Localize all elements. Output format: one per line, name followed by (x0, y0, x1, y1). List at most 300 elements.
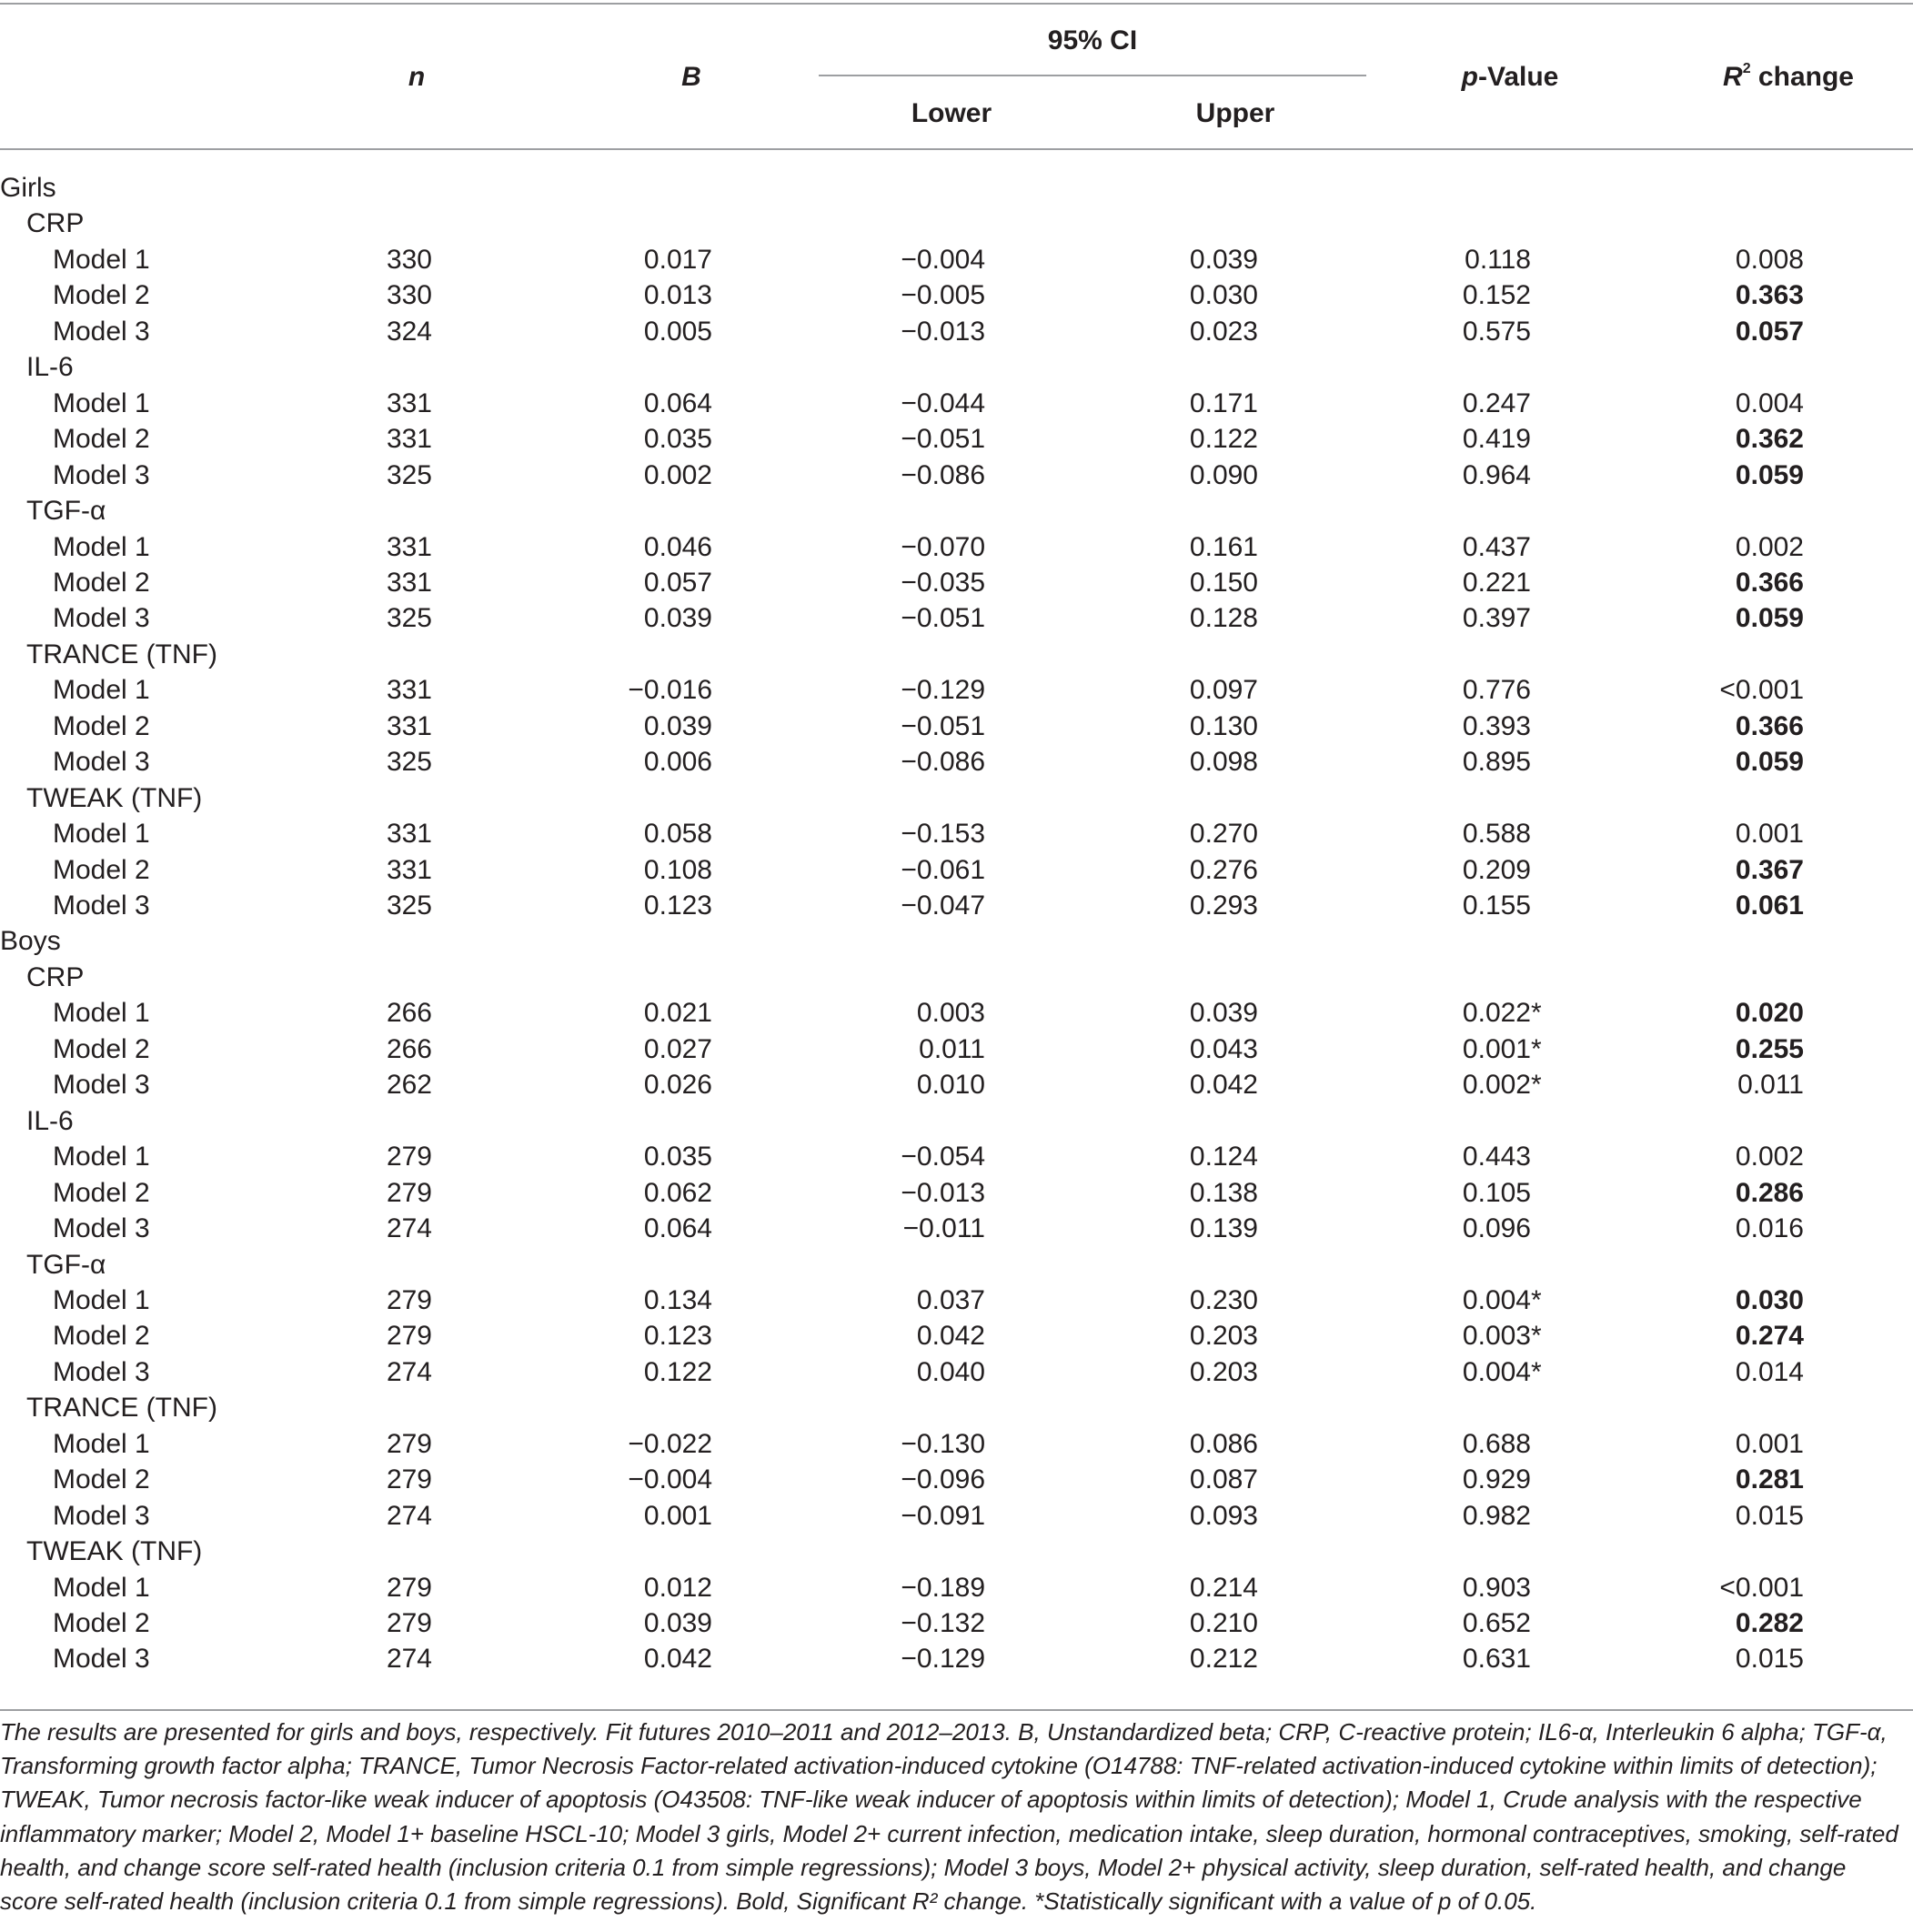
cell-r2-change: <0.001 (1719, 1572, 1804, 1603)
cell-n: 325 (386, 459, 432, 490)
table-row (0, 711, 1913, 748)
cell-ci-lower: −0.153 (901, 819, 985, 850)
cell-n: 331 (386, 675, 432, 706)
cell-ci-lower: −0.130 (901, 1428, 985, 1459)
cell-r2-change: 0.001 (1735, 1428, 1804, 1459)
header-b: B (681, 62, 701, 92)
cell-ci-lower: −0.013 (901, 1177, 985, 1208)
cell-p-value (1463, 603, 1531, 634)
table-bottom-rule (0, 1709, 1913, 1711)
cell-n: 279 (386, 1428, 432, 1459)
table-row (0, 1429, 1913, 1465)
cell-ci-upper: 0.097 (1189, 675, 1258, 706)
table-row (0, 1573, 1913, 1609)
model-label: Model 1 (53, 1572, 150, 1603)
cell-n: 274 (386, 1213, 432, 1244)
model-label: Model 2 (53, 1033, 150, 1064)
cell-ci-lower: −0.005 (901, 280, 985, 311)
p-value-number: 0.419 (1462, 424, 1531, 455)
model-label: Model 1 (53, 387, 150, 418)
table-row (0, 1178, 1913, 1214)
cell-p-value (1463, 424, 1531, 455)
cell-b: 0.046 (643, 531, 712, 562)
cell-ci-lower: 0.011 (919, 1033, 985, 1064)
marker-label: TWEAK (TNF) (26, 1536, 203, 1567)
cell-ci-lower: 0.010 (916, 1070, 985, 1101)
p-value-number: 0.002 (1462, 1070, 1531, 1101)
cell-b: −0.016 (628, 675, 712, 706)
cell-b: 0.005 (643, 316, 712, 347)
p-value-number: 0.982 (1462, 1500, 1531, 1531)
cell-ci-lower: −0.011 (902, 1213, 985, 1244)
cell-r2-change: 0.367 (1735, 854, 1804, 885)
model-label: Model 2 (53, 1608, 150, 1638)
cell-p-value (1463, 855, 1531, 886)
cell-r2-change: 0.002 (1735, 531, 1804, 562)
table-row (0, 1070, 1913, 1106)
cell-r2-change: 0.008 (1735, 244, 1804, 275)
p-value-number: 0.929 (1462, 1464, 1531, 1495)
table-row (0, 568, 1913, 604)
cell-r2-change: 0.020 (1735, 998, 1804, 1029)
model-label: Model 2 (53, 1321, 150, 1352)
group-label: Boys (0, 926, 61, 957)
cell-n: 331 (386, 531, 432, 562)
p-value-number: 0.588 (1462, 819, 1531, 850)
model-label: Model 2 (53, 567, 150, 598)
p-value-number: 0.443 (1462, 1142, 1531, 1172)
group-label: Girls (0, 173, 56, 203)
cell-b: 0.122 (643, 1356, 712, 1387)
cell-p-value (1463, 1142, 1531, 1172)
cell-p-value: 0.004* (1462, 1356, 1542, 1387)
marker-label: CRP (26, 208, 85, 239)
cell-p-value (1463, 747, 1531, 778)
cell-ci-lower: −0.051 (901, 424, 985, 455)
cell-r2-change: 0.059 (1735, 603, 1804, 634)
cell-b: 0.039 (643, 603, 712, 634)
cell-p-value (1463, 891, 1531, 921)
model-label: Model 3 (53, 1644, 150, 1675)
model-label: Model 3 (53, 891, 150, 921)
cell-p-value (1463, 819, 1531, 850)
cell-ci-upper: 0.086 (1189, 1428, 1258, 1459)
cell-r2-change: 0.274 (1735, 1321, 1804, 1352)
table-row (0, 317, 1913, 353)
cell-p-value: 0.001* (1462, 1033, 1542, 1064)
cell-r2-change: 0.001 (1735, 819, 1804, 850)
p-value-number: 0.397 (1462, 603, 1531, 634)
cell-b: 0.012 (643, 1572, 712, 1603)
cell-ci-lower: −0.054 (901, 1142, 985, 1172)
marker-row (0, 962, 1913, 999)
cell-n: 279 (386, 1142, 432, 1172)
table-row (0, 245, 1913, 281)
cell-ci-lower: −0.086 (901, 459, 985, 490)
cell-n: 279 (386, 1321, 432, 1352)
cell-r2-change: 0.015 (1735, 1644, 1804, 1675)
cell-r2-change: 0.004 (1735, 387, 1804, 418)
cell-ci-lower: 0.003 (916, 998, 985, 1029)
cell-p-value (1463, 568, 1531, 599)
p-value-number: 0.001 (1462, 1033, 1531, 1064)
cell-b: 0.108 (643, 854, 712, 885)
cell-ci-upper: 0.161 (1189, 531, 1258, 562)
marker-row (0, 352, 1913, 388)
table-row (0, 675, 1913, 711)
cell-ci-lower: −0.096 (901, 1464, 985, 1495)
p-value-number: 0.437 (1462, 531, 1531, 562)
cell-n: 279 (386, 1464, 432, 1495)
cell-ci-upper: 0.093 (1189, 1500, 1258, 1531)
table-row (0, 819, 1913, 855)
cell-ci-upper: 0.171 (1189, 387, 1258, 418)
cell-n: 325 (386, 603, 432, 634)
model-label: Model 1 (53, 1142, 150, 1172)
table-row (0, 1644, 1913, 1680)
model-label: Model 2 (53, 280, 150, 311)
header-n: n (408, 62, 426, 92)
model-label: Model 1 (53, 675, 150, 706)
cell-ci-lower: 0.037 (916, 1284, 985, 1315)
cell-p-value (1463, 1573, 1531, 1604)
cell-r2-change: 0.286 (1735, 1177, 1804, 1208)
cell-ci-upper: 0.139 (1189, 1213, 1258, 1244)
cell-b: −0.004 (628, 1464, 712, 1495)
model-label: Model 3 (53, 1500, 150, 1531)
table-row (0, 1142, 1913, 1178)
cell-r2-change: 0.282 (1735, 1608, 1804, 1638)
marker-row (0, 1393, 1913, 1429)
cell-ci-upper: 0.214 (1189, 1572, 1258, 1603)
cell-p-value (1463, 460, 1531, 491)
cell-b: 0.013 (643, 280, 712, 311)
model-label: Model 3 (53, 459, 150, 490)
cell-ci-upper: 0.138 (1189, 1177, 1258, 1208)
cell-n: 330 (386, 244, 432, 275)
marker-label: TGF-α (26, 496, 106, 527)
table-row (0, 424, 1913, 460)
table-row (0, 603, 1913, 639)
cell-r2-change: 0.057 (1735, 316, 1804, 347)
cell-ci-upper: 0.203 (1189, 1321, 1258, 1352)
cell-b: 0.026 (643, 1070, 712, 1101)
cell-p-value (1463, 317, 1531, 347)
cell-r2-change: 0.011 (1737, 1070, 1804, 1101)
cell-n: 331 (386, 854, 432, 885)
cell-ci-upper: 0.023 (1189, 316, 1258, 347)
model-label: Model 3 (53, 1356, 150, 1387)
cell-b: 0.062 (643, 1177, 712, 1208)
model-label: Model 2 (53, 424, 150, 455)
cell-p-value (1463, 1644, 1531, 1675)
cell-n: 274 (386, 1644, 432, 1675)
cell-p-value (1463, 280, 1531, 311)
cell-ci-lower: −0.035 (901, 567, 985, 598)
cell-n: 266 (386, 998, 432, 1029)
cell-r2-change: 0.016 (1735, 1213, 1804, 1244)
cell-ci-upper: 0.043 (1189, 1033, 1258, 1064)
p-value-number: 0.221 (1462, 567, 1531, 598)
cell-r2-change: 0.002 (1735, 1142, 1804, 1172)
cell-ci-upper: 0.212 (1189, 1644, 1258, 1675)
cell-b: 0.123 (643, 891, 712, 921)
cell-ci-upper: 0.087 (1189, 1464, 1258, 1495)
header-r2-change: $R^2$ change (1723, 61, 1854, 92)
model-label: Model 2 (53, 1464, 150, 1495)
p-value-number: 0.631 (1462, 1644, 1531, 1675)
header-ci: 95% CI (1047, 25, 1138, 55)
cell-b: 0.057 (643, 567, 712, 598)
cell-ci-lower: −0.013 (901, 316, 985, 347)
model-label: Model 3 (53, 603, 150, 634)
table-row (0, 1034, 1913, 1071)
table-row (0, 532, 1913, 569)
cell-b: 0.123 (643, 1321, 712, 1352)
cell-ci-upper: 0.042 (1189, 1070, 1258, 1101)
cell-n: 279 (386, 1572, 432, 1603)
cell-p-value (1463, 1213, 1531, 1244)
cell-b: 0.035 (643, 424, 712, 455)
cell-b: 0.021 (643, 998, 712, 1029)
group-row (0, 173, 1913, 209)
cell-r2-change: 0.059 (1735, 459, 1804, 490)
p-value-number: 0.004 (1462, 1356, 1531, 1387)
cell-ci-lower: −0.070 (901, 531, 985, 562)
cell-ci-lower: −0.051 (901, 603, 985, 634)
cell-p-value: 0.003* (1462, 1321, 1542, 1352)
cell-n: 331 (386, 387, 432, 418)
model-label: Model 1 (53, 1428, 150, 1459)
model-label: Model 1 (53, 244, 150, 275)
header-p-value: p-Value (1461, 62, 1559, 92)
cell-ci-lower: 0.040 (916, 1356, 985, 1387)
cell-p-value (1463, 711, 1531, 742)
p-value-number: 0.247 (1462, 387, 1531, 418)
p-value-number: 0.903 (1462, 1572, 1531, 1603)
cell-n: 274 (386, 1500, 432, 1531)
model-label: Model 3 (53, 1070, 150, 1101)
cell-ci-upper: 0.203 (1189, 1356, 1258, 1387)
model-label: Model 1 (53, 819, 150, 850)
table-row (0, 1464, 1913, 1501)
p-value-number: 0.022 (1462, 998, 1531, 1029)
marker-label: TRANCE (TNF) (26, 1393, 217, 1424)
marker-row (0, 1250, 1913, 1286)
model-label: Model 3 (53, 1213, 150, 1244)
table-row (0, 1321, 1913, 1357)
p-value-number: 0.688 (1462, 1428, 1531, 1459)
header-upper: Upper (1195, 98, 1275, 128)
cell-r2-change: 0.366 (1735, 567, 1804, 598)
cell-p-value (1463, 675, 1531, 706)
cell-b: −0.022 (628, 1428, 712, 1459)
cell-ci-lower: −0.047 (901, 891, 985, 921)
cell-p-value: 0.002* (1462, 1070, 1542, 1101)
cell-ci-lower: −0.086 (901, 747, 985, 778)
table-row (0, 1608, 1913, 1645)
cell-ci-lower: −0.051 (901, 710, 985, 741)
marker-label: TWEAK (TNF) (26, 782, 203, 813)
cell-r2-change: 0.030 (1735, 1284, 1804, 1315)
cell-b: 0.001 (643, 1500, 712, 1531)
p-value-number: 0.209 (1462, 854, 1531, 885)
cell-ci-upper: 0.030 (1189, 280, 1258, 311)
table-row (0, 1357, 1913, 1394)
cell-b: 0.064 (643, 387, 712, 418)
p-value-number: 0.004 (1462, 1284, 1531, 1315)
cell-p-value (1463, 1501, 1531, 1532)
table-row (0, 388, 1913, 425)
header-lower: Lower (911, 98, 992, 128)
cell-b: 0.027 (643, 1033, 712, 1064)
cell-n: 274 (386, 1356, 432, 1387)
table-row (0, 1501, 1913, 1537)
group-row (0, 926, 1913, 962)
cell-r2-change: 0.061 (1735, 891, 1804, 921)
model-label: Model 3 (53, 747, 150, 778)
p-value-number: 0.895 (1462, 747, 1531, 778)
cell-r2-change: 0.014 (1735, 1356, 1804, 1387)
table-row (0, 280, 1913, 317)
model-label: Model 1 (53, 531, 150, 562)
marker-label: TGF-α (26, 1249, 106, 1280)
cell-r2-change: <0.001 (1719, 675, 1804, 706)
cell-b: 0.064 (643, 1213, 712, 1244)
p-value-number: 0.152 (1462, 280, 1531, 311)
cell-ci-upper: 0.128 (1189, 603, 1258, 634)
cell-ci-upper: 0.230 (1189, 1284, 1258, 1315)
cell-r2-change: 0.363 (1735, 280, 1804, 311)
cell-ci-lower: −0.004 (901, 244, 985, 275)
model-label: Model 1 (53, 998, 150, 1029)
cell-n: 279 (386, 1284, 432, 1315)
p-value-number: 0.575 (1462, 316, 1531, 347)
cell-n: 331 (386, 710, 432, 741)
table-top-rule (0, 3, 1913, 5)
cell-ci-upper: 0.122 (1189, 424, 1258, 455)
table-row (0, 855, 1913, 891)
ci-underline (819, 75, 1366, 76)
cell-n: 324 (386, 316, 432, 347)
cell-n: 262 (386, 1070, 432, 1101)
cell-ci-upper: 0.039 (1189, 998, 1258, 1029)
table-footnote: The results are presented for girls and boys, respectively. Fit futures 2010–2011 and 2012–2013. B, Unstandardized beta; CRP, C-reactive protein; IL6-α, Interleukin 6 alpha; TGF-α, Transforming growth factor alpha; TRANCE, Tumor Necrosis Factor-related activation-induced cytokine (O14788: TNF-related activation-induced cytokine within limits of detection); TWEAK, Tumor necrosis factor-like weak inducer of apoptosis (O43508: TNF-like weak inducer of apoptosis within limits of detection); Model 1, Crude analysis with the respective inflammatory marker; Model 2, Model 1+ baseline HSCL-10; Model 3 girls, Model 2+ current infection, medication intake, sleep duration, hormonal contraceptives, smoking, self-rated health, and change score self-rated health (inclusion criteria 0.1 from simple regressions); Model 3 boys, Model 2+ physical activity, sleep duration, self-rated health, and change score self-rated health (inclusion criteria 0.1 from simple regressions). Bold, Significant R² change. *Statistically significant with a value of p of 0.05. (0, 1718, 1898, 1916)
cell-b: 0.042 (643, 1644, 712, 1675)
model-label: Model 2 (53, 710, 150, 741)
cell-ci-upper: 0.210 (1189, 1608, 1258, 1638)
cell-r2-change: 0.015 (1735, 1500, 1804, 1531)
cell-n: 325 (386, 891, 432, 921)
p-value-number: 0.652 (1462, 1608, 1531, 1638)
marker-row (0, 496, 1913, 532)
table-row (0, 891, 1913, 927)
cell-ci-lower: −0.061 (901, 854, 985, 885)
model-label: Model 2 (53, 854, 150, 885)
model-label: Model 2 (53, 1177, 150, 1208)
p-value-number: 0.105 (1462, 1177, 1531, 1208)
cell-r2-change: 0.362 (1735, 424, 1804, 455)
marker-row (0, 1536, 1913, 1573)
marker-row (0, 208, 1913, 245)
cell-ci-upper: 0.270 (1189, 819, 1258, 850)
p-value-number: 0.155 (1462, 891, 1531, 921)
cell-p-value (1463, 1178, 1531, 1209)
cell-ci-upper: 0.039 (1189, 244, 1258, 275)
marker-label: TRANCE (TNF) (26, 639, 217, 669)
table-row (0, 1213, 1913, 1250)
marker-label: IL-6 (26, 352, 74, 383)
cell-n: 279 (386, 1177, 432, 1208)
marker-row (0, 639, 1913, 676)
cell-ci-upper: 0.150 (1189, 567, 1258, 598)
cell-p-value: 0.022* (1462, 998, 1542, 1029)
cell-b: 0.017 (643, 244, 712, 275)
cell-p-value (1463, 532, 1531, 563)
cell-n: 330 (386, 280, 432, 311)
p-value-number: 0.003 (1462, 1321, 1531, 1352)
cell-ci-lower: −0.129 (901, 675, 985, 706)
cell-p-value (1465, 245, 1531, 276)
cell-ci-upper: 0.090 (1189, 459, 1258, 490)
cell-ci-lower: −0.132 (901, 1608, 985, 1638)
cell-ci-lower: −0.129 (901, 1644, 985, 1675)
cell-b: 0.039 (643, 1608, 712, 1638)
marker-row (0, 783, 1913, 820)
cell-r2-change: 0.255 (1735, 1033, 1804, 1064)
p-value-number: 0.393 (1462, 710, 1531, 741)
cell-ci-upper: 0.124 (1189, 1142, 1258, 1172)
p-value-number: 0.776 (1462, 675, 1531, 706)
p-value-number: 0.118 (1465, 244, 1531, 275)
cell-ci-lower: −0.189 (901, 1572, 985, 1603)
cell-ci-lower: −0.044 (901, 387, 985, 418)
marker-label: CRP (26, 961, 85, 992)
cell-ci-lower: 0.042 (916, 1321, 985, 1352)
cell-b: 0.006 (643, 747, 712, 778)
cell-ci-upper: 0.293 (1189, 891, 1258, 921)
cell-r2-change: 0.281 (1735, 1464, 1804, 1495)
cell-ci-upper: 0.098 (1189, 747, 1258, 778)
cell-n: 325 (386, 747, 432, 778)
cell-b: 0.058 (643, 819, 712, 850)
cell-ci-upper: 0.276 (1189, 854, 1258, 885)
cell-r2-change: 0.366 (1735, 710, 1804, 741)
marker-row (0, 1106, 1913, 1142)
cell-n: 331 (386, 819, 432, 850)
cell-b: 0.002 (643, 459, 712, 490)
cell-p-value (1463, 388, 1531, 419)
marker-label: IL-6 (26, 1105, 74, 1136)
cell-n: 266 (386, 1033, 432, 1064)
cell-b: 0.035 (643, 1142, 712, 1172)
table-row (0, 998, 1913, 1034)
p-value-number: 0.964 (1462, 459, 1531, 490)
cell-p-value (1463, 1429, 1531, 1460)
table-row (0, 1285, 1913, 1322)
header-bottom-rule (0, 148, 1913, 150)
model-label: Model 3 (53, 316, 150, 347)
cell-n: 331 (386, 567, 432, 598)
cell-n: 279 (386, 1608, 432, 1638)
p-value-number: 0.096 (1462, 1213, 1531, 1244)
cell-ci-upper: 0.130 (1189, 710, 1258, 741)
cell-r2-change: 0.059 (1735, 747, 1804, 778)
cell-n: 331 (386, 424, 432, 455)
cell-b: 0.039 (643, 710, 712, 741)
cell-p-value: 0.004* (1462, 1284, 1542, 1315)
table-row (0, 747, 1913, 783)
